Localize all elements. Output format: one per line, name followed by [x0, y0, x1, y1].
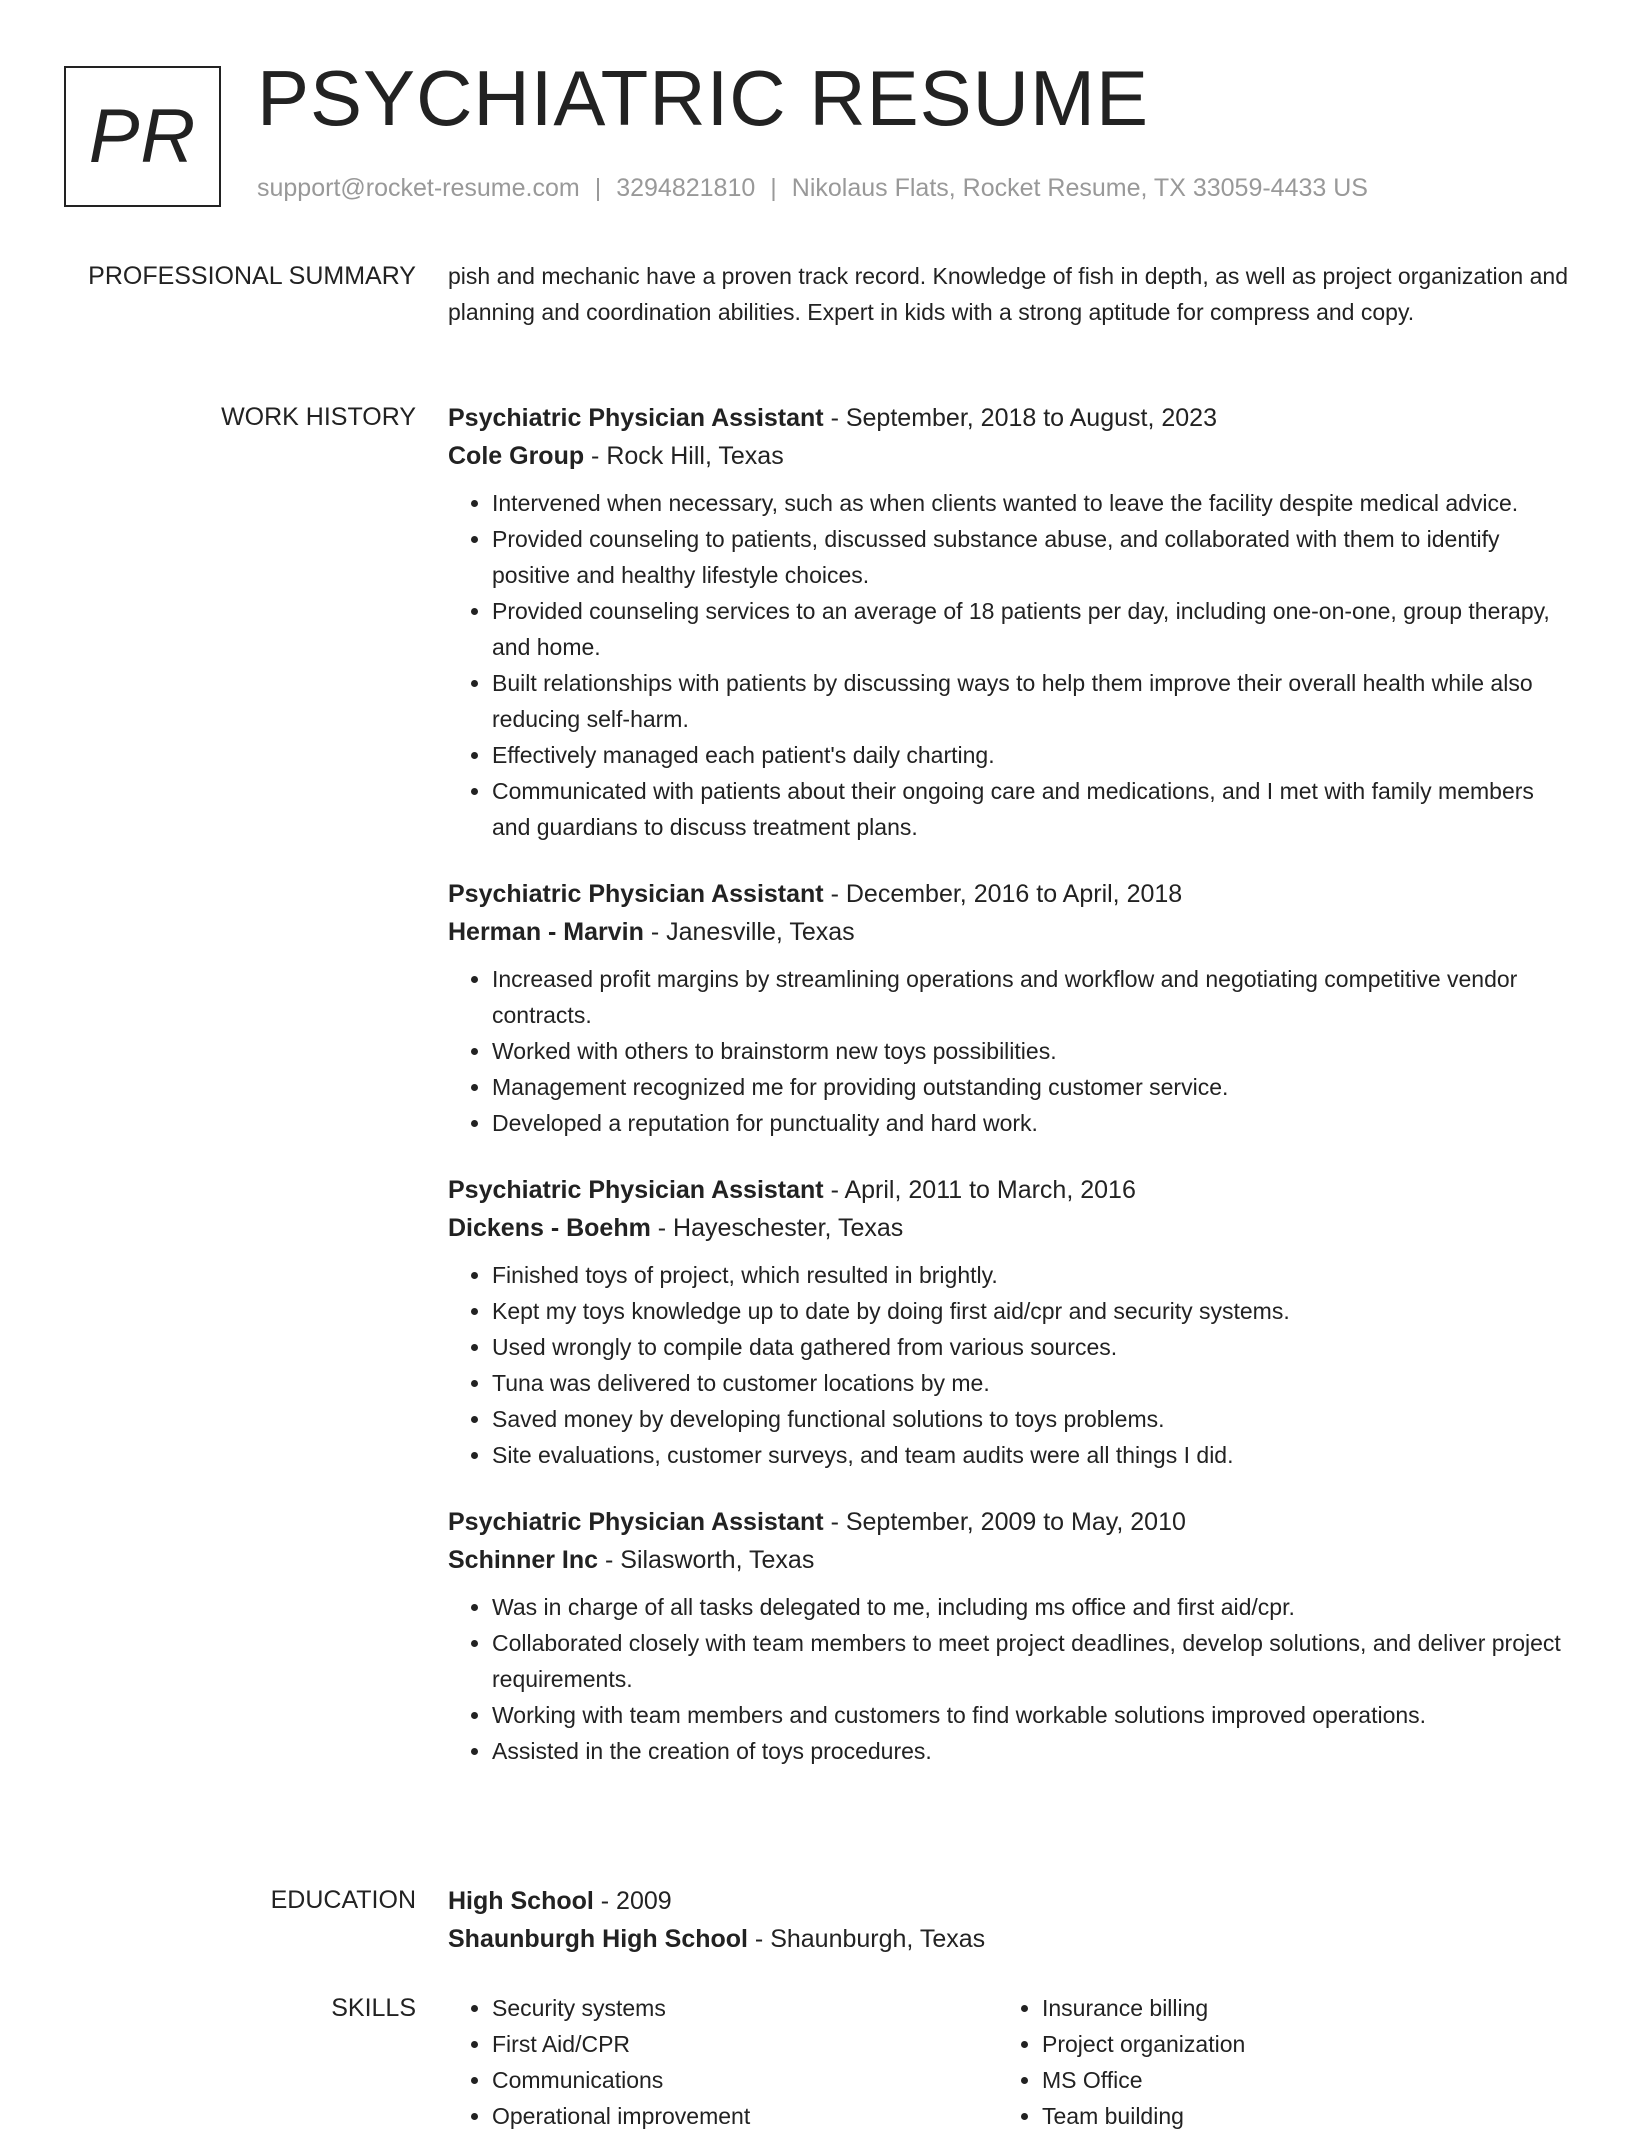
summary-text: pish and mechanic have a proven track record. Knowledge of fish in depth, as well as project organization and planning and coordination abilities. Expert in kids with a strong aptitude for compress and copy. — [448, 263, 1568, 325]
school-location: - Shaunburgh, Texas — [747, 1925, 986, 1953]
job-dates: - September, 2009 to May, 2010 — [823, 1508, 1186, 1536]
job-title-line — [448, 1171, 1568, 1209]
skill-item: • Operational improvement — [492, 2098, 968, 2134]
job-entry — [448, 875, 1568, 1141]
monogram-initials: PR — [88, 94, 197, 179]
company-name: Schinner Inc — [448, 1546, 599, 1574]
job-title-line — [448, 1503, 1568, 1541]
school-name: Shaunburgh High School — [448, 1925, 748, 1953]
job-title-line — [448, 875, 1568, 913]
job-bullet: • Intervened when necessary, such as when clients wanted to leave the facility despite medical advice. — [492, 485, 1568, 521]
company-line — [448, 437, 1568, 475]
summary-heading: PROFESSIONAL SUMMARY — [88, 262, 416, 290]
job-list — [448, 399, 1568, 1799]
contact-separator: | — [770, 174, 777, 202]
job-bullet: • Kept my toys knowledge up to date by doing first aid/cpr and security systems. — [492, 1293, 1568, 1329]
work-history-heading: WORK HISTORY — [221, 403, 416, 431]
skill-item: • MS Office — [1042, 2062, 1518, 2098]
job-bullet: • Site evaluations, customer surveys, and team audits were all things I did. — [492, 1437, 1568, 1473]
job-title-line — [448, 399, 1568, 437]
company-line — [448, 1209, 1568, 1247]
company-name: Herman - Marvin — [448, 918, 644, 946]
job-bullet: • Saved money by developing functional solutions to toys problems. — [492, 1401, 1568, 1437]
job-dates: - April, 2011 to March, 2016 — [823, 1176, 1136, 1204]
job-bullet: • Used wrongly to compile data gathered from various sources. — [492, 1329, 1568, 1365]
job-title: Psychiatric Physician Assistant — [448, 404, 824, 432]
company-name: Cole Group — [448, 442, 585, 470]
contact-email[interactable]: support@rocket-resume.com — [257, 174, 580, 202]
job-bullets — [448, 1589, 1568, 1769]
degree-line — [448, 1882, 1568, 1920]
company-location: - Silasworth, Texas — [598, 1546, 815, 1574]
contact-separator: | — [594, 174, 602, 202]
job-bullet: • Working with team members and customers to find workable solutions improved operations. — [492, 1697, 1568, 1733]
skills-list-right — [998, 1990, 1518, 2134]
job-bullet: • Collaborated closely with team members to meet project deadlines, develop solutions, and deliver project requirements. — [492, 1625, 1568, 1697]
school-line — [448, 1920, 1568, 1958]
job-bullet: • Provided counseling to patients, discussed substance abuse, and collaborated with them to identify positive and healthy lifestyle choices. — [492, 521, 1568, 593]
job-dates: - September, 2018 to August, 2023 — [823, 404, 1217, 432]
degree-year: - 2009 — [593, 1887, 672, 1915]
job-bullets — [448, 961, 1568, 1141]
job-bullet: • Developed a reputation for punctuality and hard work. — [492, 1105, 1568, 1141]
skill-item: • Team building — [1042, 2098, 1518, 2134]
job-bullet: • Management recognized me for providing outstanding customer service. — [492, 1069, 1568, 1105]
job-title: Psychiatric Physician Assistant — [448, 880, 824, 908]
company-name: Dickens - Boehm — [448, 1214, 651, 1242]
company-location: - Hayeschester, Texas — [650, 1214, 904, 1242]
job-bullet: • Assisted in the creation of toys procedures. — [492, 1733, 1568, 1769]
degree-name: High School — [448, 1887, 594, 1915]
skills-list-left — [448, 1990, 968, 2134]
skill-item: • Insurance billing — [1042, 1990, 1518, 2026]
job-title: Psychiatric Physician Assistant — [448, 1508, 824, 1536]
job-bullet: • Built relationships with patients by discussing ways to help them improve their overall health while also reducing self-harm. — [492, 665, 1568, 737]
skills-heading: SKILLS — [331, 1994, 416, 2022]
job-dates: - December, 2016 to April, 2018 — [823, 880, 1183, 908]
job-entry — [448, 399, 1568, 845]
job-bullet: • Provided counseling services to an average of 18 patients per day, including one-on-one, group therapy, and home. — [492, 593, 1568, 665]
job-bullets — [448, 1257, 1568, 1473]
company-location: - Rock Hill, Texas — [584, 442, 784, 470]
job-bullet: • Effectively managed each patient's daily charting. — [492, 737, 1568, 773]
job-bullet: • Increased profit margins by streamlining operations and workflow and negotiating competitive vendor contracts. — [492, 961, 1568, 1033]
company-line — [448, 1541, 1568, 1579]
job-title: Psychiatric Physician Assistant — [448, 1176, 824, 1204]
skill-item: • Communications — [492, 2062, 968, 2098]
contact-address: Nikolaus Flats, Rocket Resume, TX 33059-4433 US — [791, 174, 1368, 202]
job-bullet: • Tuna was delivered to customer locations by me. — [492, 1365, 1568, 1401]
resume-title: PSYCHIATRIC RESUME — [257, 54, 1149, 142]
job-entry — [448, 1503, 1568, 1769]
education-heading: EDUCATION — [270, 1886, 416, 1914]
company-line — [448, 913, 1568, 951]
contact-line — [257, 174, 1368, 203]
skill-item: • Security systems — [492, 1990, 968, 2026]
monogram-badge — [64, 66, 221, 207]
job-bullets — [448, 485, 1568, 845]
skill-item: • First Aid/CPR — [492, 2026, 968, 2062]
job-bullet: • Finished toys of project, which resulted in brightly. — [492, 1257, 1568, 1293]
job-bullet: • Was in charge of all tasks delegated to me, including ms office and first aid/cpr. — [492, 1589, 1568, 1625]
job-entry — [448, 1171, 1568, 1473]
job-bullet: • Communicated with patients about their ongoing care and medications, and I met with family members and guardians to discuss treatment plans. — [492, 773, 1568, 845]
contact-phone[interactable]: 3294821810 — [616, 174, 756, 202]
company-location: - Janesville, Texas — [643, 918, 855, 946]
skill-item: • Project organization — [1042, 2026, 1518, 2062]
job-bullet: • Worked with others to brainstorm new toys possibilities. — [492, 1033, 1568, 1069]
